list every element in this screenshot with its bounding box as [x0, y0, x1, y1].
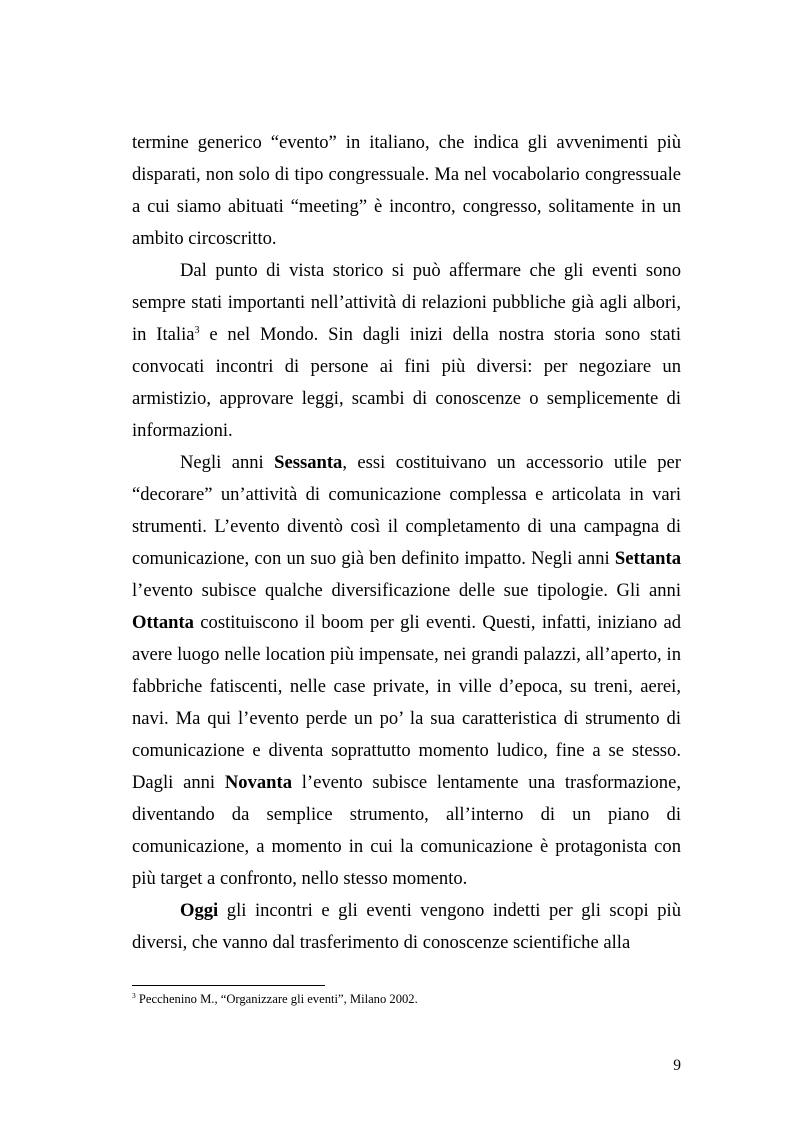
- text-run: gli incontri e gli eventi vengono indetti per gli scopi più diversi, che vanno dal trasferimento di conoscenze scientifiche alla: [132, 900, 681, 953]
- text-run: Dal punto di vista storico si può affermare che gli eventi sono sempre stati importanti nell’attività di relazioni pubbliche già agli albori, in Italia: [132, 260, 681, 345]
- bold-term: Settanta: [614, 548, 681, 569]
- paragraph: [132, 447, 681, 895]
- body-text: [132, 127, 681, 959]
- footnote-separator: [132, 985, 325, 986]
- bold-term: Sessanta: [274, 452, 343, 473]
- footnote-marker: 3: [132, 991, 136, 1000]
- paragraph: [132, 127, 681, 255]
- text-run: l’evento subisce lentamente una trasformazione, diventando da semplice strumento, all’interno di un piano di comunicazione, a momento in cui la comunicazione è protagonista con più target a confronto, nello stesso momento.: [132, 772, 682, 889]
- text-run: Negli anni: [180, 452, 275, 473]
- footnote-text: Pecchenino M., “Organizzare gli eventi”, Milano 2002.: [135, 992, 418, 1006]
- text-run: , essi costituivano un accessorio utile per “decorare” un’attività di comunicazione complessa e articolata in vari strumenti. L’evento diventò così il completamento di una campagna di comunicazione, con un suo già ben definito impatto. Negli anni: [132, 452, 682, 569]
- text-run: e nel Mondo. Sin dagli inizi della nostra storia sono stati convocati incontri di persone ai fini più diversi: per negoziare un armistizio, approvare leggi, scambi di conoscenze o semplicemente di informazioni.: [132, 324, 682, 441]
- text-run: costituiscono il boom per gli eventi. Questi, infatti, iniziano ad avere luogo nelle location più impensate, nei grandi palazzi, all’aperto, in fabbriche fatiscenti, nelle case private, in ville d’epoca, su treni, aerei, navi. Ma qui l’evento perde un po’ la sua caratteristica di strumento di comunicazione e diventa soprattutto momento ludico, fine a se stesso. Dagli anni: [132, 612, 681, 793]
- footnote: [132, 991, 681, 1007]
- paragraph: [132, 255, 681, 447]
- paragraph: [132, 895, 681, 959]
- text-run: l’evento subisce qualche diversificazione delle sue tipologie. Gli anni: [132, 580, 681, 601]
- footnote-reference: 3: [194, 325, 200, 336]
- text-run: termine generico “evento” in italiano, che indica gli avvenimenti più disparati, non solo di tipo congressuale. Ma nel vocabolario congressuale a cui siamo abituati “meeting” è incontro, congresso, solitamente in un ambito circoscritto.: [132, 132, 681, 249]
- bold-term: Oggi: [180, 900, 219, 921]
- page-number: 9: [673, 1057, 681, 1074]
- bold-term: Ottanta: [132, 612, 194, 633]
- bold-term: Novanta: [224, 772, 292, 793]
